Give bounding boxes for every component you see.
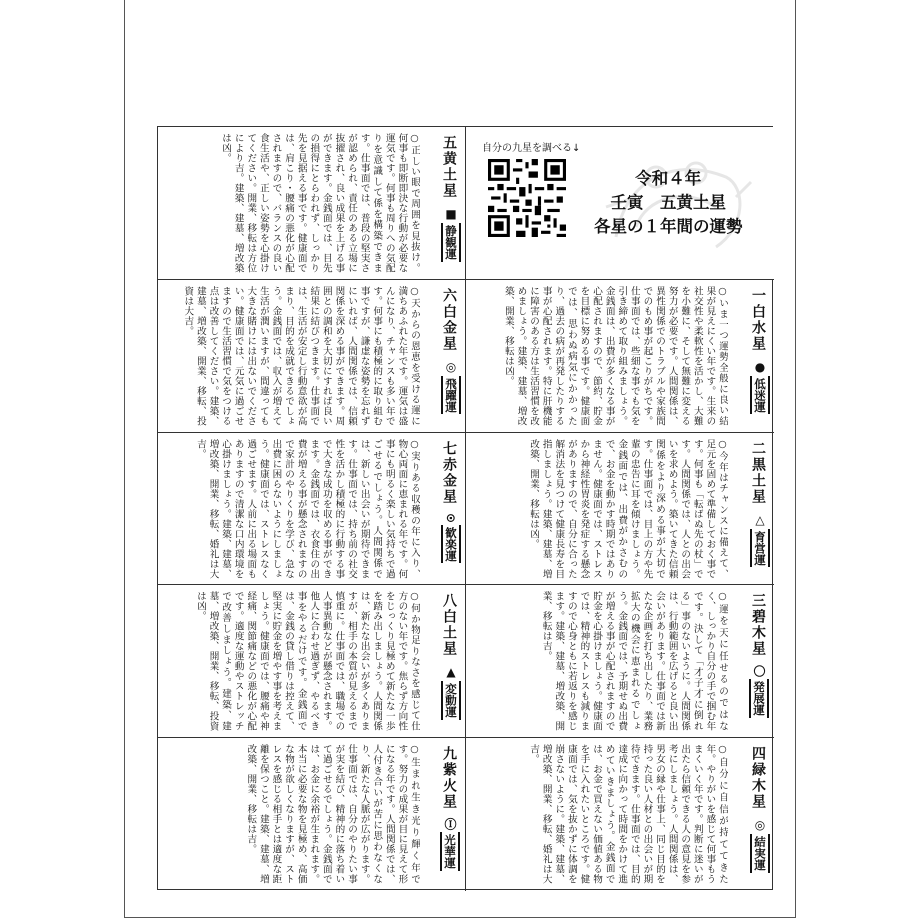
fortune-label xyxy=(425,665,459,720)
fortune-mark-icon: ● xyxy=(753,359,767,374)
title-cell xyxy=(466,127,774,280)
fortune-mark-icon: ▲ xyxy=(444,665,458,680)
title-line-2: 壬寅 五黄土星 xyxy=(610,193,726,212)
fortune-name: 変動運 xyxy=(441,681,461,720)
fortune-mark-icon: ⊙ xyxy=(444,512,458,523)
fortune-label xyxy=(734,665,768,718)
fortune-mark-icon: ◎ xyxy=(444,359,458,374)
fortune-label xyxy=(425,207,459,262)
qr-code-icon[interactable] xyxy=(488,159,566,237)
fortune-name: 光華運 xyxy=(440,832,460,871)
star-name: 一白水星 xyxy=(750,287,766,352)
star-name: 七赤金星 xyxy=(441,440,457,505)
star-header xyxy=(425,288,459,428)
fortune-label xyxy=(425,818,459,871)
fortune-name: 育営運 xyxy=(750,529,770,568)
star-name: 九紫火星 xyxy=(441,746,457,811)
star-header xyxy=(734,441,768,581)
star-name: 四緑木星 xyxy=(750,746,766,811)
star-name: 八白土星 xyxy=(441,593,457,658)
fortune-mark-icon: ◎ xyxy=(753,818,767,833)
star-text: ○天からの恩恵を受ける運に満ちあふれた年です。運気は盛んになり、チャンスも多い年です。何事にも積極的に取り組む事ですが、謙虚な姿勢を忘れずにいれば、人間関係では、信頼関係を深める事ができます。周囲との調和を大切にすれば良い結果に結びつきます。仕事面では、生活が安定し行動意欲が高まり、目的を成就できるでしょう。金銭面では、収入が増えて生活が潤いますが、間違っても大きな賭けには出ないでください。健康面では、元気に過ごせますので生活習慣で気をつける点は改善してください。建築、建墓、増改築、開業、移転、投資は大吉。 xyxy=(182,285,420,426)
fortune-mark-icon: 〇 xyxy=(752,665,766,678)
title-line-1: 令和４年 xyxy=(635,169,702,188)
star-name: 二黒土星 xyxy=(750,440,766,505)
fortune-sheet xyxy=(124,0,796,918)
star-header xyxy=(425,746,459,886)
star-name: 六白金星 xyxy=(441,287,457,352)
star-cell-jikoku xyxy=(466,433,774,586)
fortune-name: 飛躍運 xyxy=(441,376,461,415)
star-cell-shichiseki xyxy=(158,433,466,586)
title-line-3: 各星の１年間の運勢 xyxy=(594,217,743,236)
star-cell-shiroku xyxy=(466,738,774,891)
qr-caption: 自分の九星を調べる↓ xyxy=(482,143,581,154)
fortune-name: 歓楽運 xyxy=(441,525,461,564)
star-header xyxy=(734,746,768,886)
star-header xyxy=(734,288,768,428)
star-header xyxy=(425,135,459,275)
fortune-mark-icon: ■ xyxy=(444,207,458,221)
star-text: ○実りある収穫の年に入り、物心両面に恵まれる年です。何事にも明るく楽しい気持ちで過ごせるでしょう。人間関係では、新しい出会いが期待できます。仕事面では、持ち前の社交性を活かし積極的に行動する事で大きな成功を収める事ができます。金銭面では、衣食住の出費が増える事が懸念されますので家計のやりくりを学び、急な出費に困らないようにしましょう。健康面では、ストレスなく過ごせます。人前に出る場面もありますので清潔な口内環境を心掛けましょう。建築、建墓、増改築、開業、移転、婚礼は大吉。 xyxy=(194,438,420,579)
fortune-mark-icon: Ⓘ xyxy=(443,818,457,831)
fortune-label xyxy=(425,513,459,564)
star-text: ○何か物足りなさを感じて仕方のない年です。焦らず方向性をじっくり見極めて新たな一歩を踏み出しましょう。人間関係は、新たな出会いが多くありますが、相手の本質が見えるまで慎重に。仕事面では、職場での人事異動などが懸念されます。他人に合わせ過ぎず、やるべき事をやるだけです。金銭面では、金銭の貸し借りは控えて、堅実に貯金を増やす事を考えましょう。健康面では、腰痛や神経痛、関節痛などの悪化が心配です。適度な運動やストレッチで改善しましょう。建築、建墓、増改築、開業、移転、投資は凶。 xyxy=(194,591,420,732)
star-header xyxy=(425,593,459,733)
star-cell-ippaku xyxy=(466,280,774,433)
star-cell-roppaku xyxy=(158,280,466,433)
page-title xyxy=(594,167,743,239)
star-text: ○生まれ生き光り輝く年です。努力の成果が目に見えて形になる年です。人間関係では、人付き合いが苦に思わなくなり、新たな人脈が広がります。仕事面では、自分のやりたい事が実を結び、精神的に落ち着いて過ごせるでしょう。金銭面では、お金に余裕が生まれます。本当に必要な物を見極め、高価な物が欲しくなりますが、ストレスを感じる相手とは適度な距離を保つこと。建築、建墓、増改築、開業、移転は吉。 xyxy=(245,744,420,885)
fortune-label xyxy=(425,360,459,415)
star-name: 五黄土星 xyxy=(441,135,457,199)
star-header xyxy=(734,593,768,733)
fortune-name: 発展運 xyxy=(749,679,769,718)
fortune-name: 結実運 xyxy=(750,834,770,873)
star-name: 三碧木星 xyxy=(750,593,766,658)
star-cell-gohou xyxy=(158,127,466,280)
star-text: ○正しい眼で周囲を見抜け。何事も即断即決な行動が必要な運気です。何事も周りへの気配りを意識して係を構築できます。仕事面では、普段の堅実さが認められ、責任のある立場に抜擢され、良い成果を上げる事ができます。金銭面では、目先の損得にとらわれず、しっかり先を見据える事です。健康面では、肩こり・腰痛の悪化が心配されますので、バランスの良い食生活や、正しい姿勢を心掛けてください。開業、移転は方位により吉。建築、建墓、増改築は凶。 xyxy=(220,133,420,273)
star-text: ○運を天に任せるのではなく、しっかり自分の手で掴む年です。決して「才子才に倒れる」事のないように。人間関係は、行動範囲を広げると良い出会いがあります。仕事面では新たな企画を打ち出したり、業務拡大の機会に恵まれるでしょう。金銭面では、予期せぬ出費が増える事が心配されますので貯金を心掛けましょう。健康面では、精神的ストレスも減りますので心身ともに若返りを感じます。建築、建墓、増改築、開業、移転は吉。 xyxy=(540,591,728,732)
fortune-label xyxy=(734,360,768,415)
star-header xyxy=(425,441,459,581)
fortune-name: 静観運 xyxy=(441,223,461,262)
star-cell-happaku xyxy=(158,585,466,738)
fortune-mark-icon: △ xyxy=(753,512,767,527)
star-text: ○自分に自信が持ててきた年。やりがいを感じて何事もうまくいく年です。判断に迷いが出たら信頼できる人の意見を参考にしましょう。人間関係は、男女の縁や仕事上、同じ目的を持った良い人材との出会いが期待できます。仕事面では、目的達成に向かって時間をかけて進めていきましょう。金銭面では、お金で買えない価値ある物を手に入れたいところです。健康面では、気を抜かずに体調を崩さないように。建築、建墓、増改築、開業、移転、婚礼は大吉。 xyxy=(528,744,728,885)
fortune-name: 低迷運 xyxy=(750,376,770,415)
star-text: ○今年はチャンスに備えて、足元を固めて準備しておく事です。何事も「転ばぬ先の杖」です。人間関係では、人との出会いを求めよう。築いてきた信頼関係をより深める事が大切です。仕事面では、目上の方や先輩の忠告に耳を傾けましょう。金銭面では、出費がかさむので、お金を動かす時期ではありません。健康面では、ストレスから神経性胃炎を発症する懸念がありますので、自分に合った解消法を見つけて健康長寿を目指しましょう。建築、建墓、増改築、開業、移転は凶。 xyxy=(528,438,728,579)
star-text: ○いま一つ運勢全般に良い結果が見えにくい年です。生来の社交性や柔軟性を活かし、大難を小難に、そして無難に変える努力が必要です。人間関係は、異性関係でのトラブルや家族間でのもめ事が起こりがちです。仕事面では、些細な事でも気を引き締めて取り組みましょう。金銭面は、出費が多くなる事が心配されますので、節約、貯金を目標に努める事です。健康面では、思わぬ病気にかかったり、過去の病が再発したりする事が心配されます。特に肝機能に障害のある方は生活習慣を改めましょう。建築、建墓、増改築、開業、移転は凶。 xyxy=(502,285,728,426)
star-cell-sanpeki xyxy=(466,585,774,738)
star-grid xyxy=(157,126,773,890)
fortune-label xyxy=(734,818,768,873)
fortune-label xyxy=(734,513,768,568)
star-cell-kyushi xyxy=(158,738,466,891)
